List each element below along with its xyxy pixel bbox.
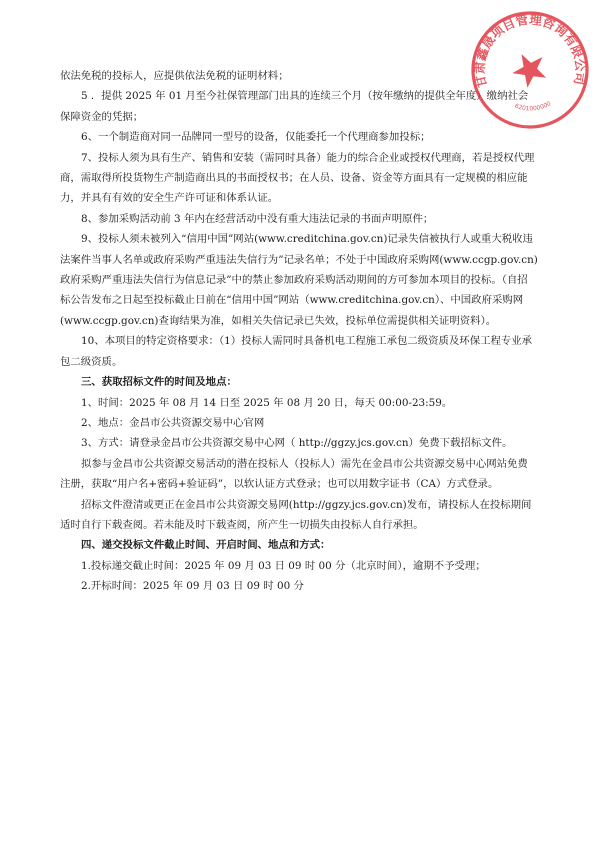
seal-text: 甘肃鑫晟项目管理咨询有限公司 [471, 11, 589, 90]
paragraph: 9、投标人须未被列入“信用中国”网站(www.creditchina.gov.cn)记录失信被执行人或重大税收违法案件当事人名单或政府采购严重违法失信行为”记录名单；不处于中国政府采购网(www.ccgp.gov.cn)政府采购严重违法失信行为信息记录”中的禁止参加政府采购活动期间的方可参加本项目的投标。（自招标公告发布之日起至投标截止日前在“信用中国”网站（www.creditchina.gov.cn）、中国政府采购网(www.ccgp.gov.cn)查询结果为准，如相关失信记录已失效，投标单位需提供相关证明资料）。 [60, 233, 538, 327]
paragraph: 5 ．提供 2025 年 01 月至今社保管理部门出具的连续三个月（按年缴纳的提供全年度）缴纳社会保障资金的凭据； [60, 90, 529, 123]
paragraph: 2.开标时间：2025 年 09 月 03 日 09 时 00 分 [81, 580, 304, 593]
star-icon [506, 46, 551, 91]
paragraph: 2、地点：金昌市公共资源交易中心官网 [81, 416, 265, 429]
paragraph: 拟参与金昌市公共资源交易活动的潜在投标人（投标人）需先在金昌市公共资源交易中心网站免费注册，获取“用户名+密码+验证码”，以软认证方式登录；也可以用数字证书（CA）方式登录。 [60, 457, 528, 491]
paragraph: 7、投标人须为具有生产、销售和安装（需同时具备）能力的综合企业或授权代理商，若是授权代理商，需取得所投货物生产制造商出具的书面授权书；在人员、设备、资金等方面具有一定规模的相应能力，并具有有效的安全生产许可证和体系认证。 [60, 151, 535, 205]
paragraph: 1、时间：2025 年 08 月 14 日至 2025 年 08 月 20 日，每天 00:00-23:59。 [81, 396, 453, 409]
section-heading: 三、获取招标文件的时间及地点： [81, 376, 237, 389]
seal-code: 6201000000 [513, 100, 553, 113]
paragraph: 1.投标递交截止时间：2025 年 09 月 03 日 09 时 00 分（北京时间），逾期不予受理； [81, 559, 486, 572]
paragraph: 依法免税的投标人，应提供依法免税的证明材料； [60, 70, 289, 82]
company-seal [468, 8, 592, 132]
paragraph: 10、本项目的特定资格要求：（1）投标人需同时具备机电工程施工承包二级资质及环保工程专业承包二级资质。 [60, 335, 533, 368]
paragraph: 招标文件澄清或更正在金昌市公共资源交易网(http://ggzy.jcs.gov.cn)发布，请投标人在投标期间适时自行下载查阅。若未能及时下载查阅，所产生一切损失由投标人自行承担。 [60, 498, 532, 531]
document-body [60, 66, 538, 597]
paragraph: 3、方式：请登录金昌市公共资源交易中心网（ http://ggzy.jcs.gov.cn）免费下载招标文件。 [81, 437, 513, 450]
paragraph: 6、一个制造商对同一品牌同一型号的设备，仅能委托一个代理商参加投标； [81, 131, 431, 144]
paragraph: 8、参加采购活动前 3 年内在经营活动中没有重大违法记录的书面声明原件； [81, 212, 434, 225]
section-heading: 四、递交投标文件截止时间、开启时间、地点和方式： [81, 539, 331, 552]
